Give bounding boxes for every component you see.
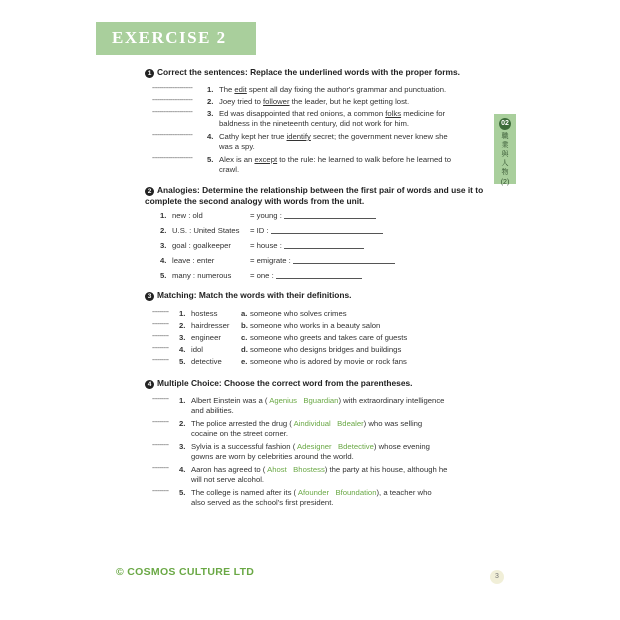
sentence-line2: crawl.: [219, 165, 240, 174]
answer-blank: ---------: [152, 465, 169, 472]
option-a: Adesigner: [296, 442, 332, 451]
answer-blank: ---------: [152, 488, 169, 495]
sentence-line2: was a spy.: [219, 142, 255, 151]
second-pair-text: = young :: [250, 211, 282, 220]
question-line2: also served as the school's first president.: [191, 498, 334, 507]
option-a: Aindividual: [293, 419, 331, 428]
first-pair: new : old: [172, 211, 203, 220]
unit-label: 職業與人物: [501, 133, 509, 176]
second-pair: [250, 241, 364, 250]
option-a: Afounder: [297, 488, 330, 497]
definition-letter: c.: [241, 333, 248, 342]
answer-blank: ----------------------: [152, 132, 193, 139]
question-post: ) whose evening: [373, 442, 430, 451]
item-number: 5.: [179, 488, 186, 497]
question-line: [191, 396, 481, 405]
item-number: 3.: [160, 241, 167, 250]
match-word: detective: [191, 357, 222, 366]
underlined-word: follower: [263, 97, 290, 106]
sentence-line2: baldness in the nineteenth century, did not work for him.: [219, 119, 410, 128]
sentence-line: [219, 132, 484, 141]
question-line: [191, 419, 481, 428]
item-number: 1.: [160, 211, 167, 220]
answer-blank: ---------: [152, 357, 169, 364]
first-pair: U.S. : United States: [172, 226, 240, 235]
sentence-pre: Joey tried to: [219, 97, 264, 106]
item-number: 2.: [179, 419, 186, 428]
question-line2: cocaine on the street corner.: [191, 429, 289, 438]
item-number: 1.: [179, 396, 186, 405]
definition-text: someone who designs bridges and buildings: [250, 345, 402, 354]
match-word: hostess: [191, 309, 218, 318]
definition-letter: e.: [241, 357, 248, 366]
item-number: 3.: [179, 333, 186, 342]
underlined-word: edit: [234, 85, 247, 94]
underlined-word: identify: [286, 132, 311, 141]
unit-number: 02: [499, 118, 511, 130]
item-number: 5.: [179, 357, 186, 366]
question-pre: Sylvia is a successful fashion (: [191, 442, 297, 451]
question-post: ), a teacher who: [376, 488, 432, 497]
item-number: 4.: [160, 256, 167, 265]
item-number: 4.: [179, 345, 186, 354]
answer-blank: ---------: [152, 333, 169, 340]
answer-blank: ---------: [152, 309, 169, 316]
option-b: Bfoundation: [335, 488, 377, 497]
second-pair: [250, 256, 395, 265]
answer-line: [284, 218, 376, 219]
item-number: 3.: [179, 442, 186, 451]
section3-bullet: 3: [145, 292, 154, 301]
question-pre: Aaron has agreed to (: [191, 465, 268, 474]
underlined-word: folks: [385, 109, 402, 118]
definition-letter: b.: [241, 321, 248, 330]
sentence-line: [219, 155, 484, 164]
match-word: idol: [191, 345, 203, 354]
first-pair: leave : enter: [172, 256, 215, 265]
match-word: hairdresser: [191, 321, 230, 330]
definition-text: someone who greets and takes care of guests: [250, 333, 408, 342]
option-b: Bdetective: [338, 442, 374, 451]
sentence-line: [219, 109, 484, 118]
sentence-post: medicine for: [401, 109, 446, 118]
sentence-post: spent all day fixing the author's grammar and punctuation.: [246, 85, 447, 94]
sentence-pre: The: [219, 85, 235, 94]
question-line2: and abilities.: [191, 406, 234, 415]
footer-brand: © COSMOS CULTURE LTD: [116, 566, 255, 578]
second-pair: [250, 226, 383, 235]
option-a: Ahost: [267, 465, 287, 474]
question-line: [191, 488, 481, 497]
item-number: 1.: [207, 85, 214, 94]
option-b: Bdealer: [337, 419, 364, 428]
section3-title: 3 Matching: Match the words with their definitions.: [145, 290, 485, 301]
match-word: engineer: [191, 333, 221, 342]
answer-blank: ----------------------: [152, 97, 193, 104]
option-b: Bhostess: [293, 465, 325, 474]
second-pair: [250, 211, 376, 220]
sentence-line: [219, 97, 484, 106]
first-pair: many : numerous: [172, 271, 232, 280]
definition-text: someone who works in a beauty salon: [250, 321, 381, 330]
section2-bullet: 2: [145, 187, 154, 196]
exercise-title: EXERCISE 2: [112, 28, 227, 47]
item-number: 5.: [160, 271, 167, 280]
definition-letter: a.: [241, 309, 248, 318]
question-line2: gowns are worn by celebrities around the world.: [191, 452, 354, 461]
unit-sub: (2): [500, 179, 510, 186]
exercise-header: [96, 22, 256, 55]
answer-line: [271, 233, 383, 234]
sentence-post: to the rule: he learned to walk before he learned to: [277, 155, 452, 164]
answer-blank: ---------: [152, 396, 169, 403]
answer-line: [276, 278, 362, 279]
item-number: 4.: [207, 132, 214, 141]
second-pair-text: = house :: [250, 241, 282, 250]
sentence-post: secret; the government never knew she: [310, 132, 448, 141]
item-number: 2.: [179, 321, 186, 330]
question-pre: The police arrested the drug (: [191, 419, 294, 428]
section4-title: 4 Multiple Choice: Choose the correct word from the parentheses.: [145, 378, 485, 389]
section1-title: 1 Correct the sentences: Replace the underlined words with the proper forms.: [145, 67, 485, 78]
answer-blank: ----------------------: [152, 155, 193, 162]
sentence-pre: Alex is an: [219, 155, 255, 164]
sentence-post: the leader, but he kept getting lost.: [289, 97, 410, 106]
sentence-pre: Ed was disappointed that red onions, a common: [219, 109, 386, 118]
answer-blank: ---------: [152, 442, 169, 449]
section4-bullet: 4: [145, 380, 154, 389]
option-a: Agenius: [269, 396, 297, 405]
second-pair-text: = emigrate :: [250, 256, 291, 265]
second-pair: [250, 271, 362, 280]
question-line: [191, 465, 481, 474]
second-pair-text: = one :: [250, 271, 274, 280]
answer-blank: ---------: [152, 321, 169, 328]
answer-blank: ----------------------: [152, 109, 193, 116]
answer-blank: ---------: [152, 419, 169, 426]
sentence-line: [219, 85, 484, 94]
underlined-word: except: [254, 155, 278, 164]
section1-bullet: 1: [145, 69, 154, 78]
item-number: 2.: [160, 226, 167, 235]
question-post: ) the party at his house, although he: [324, 465, 448, 474]
second-pair-text: = ID :: [250, 226, 269, 235]
question-pre: Albert Einstein was a (: [191, 396, 270, 405]
answer-blank: ----------------------: [152, 85, 193, 92]
answer-blank: ---------: [152, 345, 169, 352]
unit-side-tab: [494, 114, 516, 184]
answer-line: [284, 248, 364, 249]
section2-title: 2 Analogies: Determine the relationship between the first pair of words and use it to complete the second analogy with words from the unit.: [145, 185, 484, 206]
item-number: 1.: [179, 309, 186, 318]
first-pair: goal : goalkeeper: [172, 241, 231, 250]
item-number: 4.: [179, 465, 186, 474]
question-line2: will not serve alcohol.: [191, 475, 265, 484]
question-post: ) who was selling: [363, 419, 423, 428]
item-number: 3.: [207, 109, 214, 118]
definition-text: someone who is adored by movie or rock fans: [250, 357, 407, 366]
item-number: 5.: [207, 155, 214, 164]
sentence-pre: Cathy kept her true: [219, 132, 287, 141]
item-number: 2.: [207, 97, 214, 106]
definition-text: someone who solves crimes: [250, 309, 347, 318]
definition-letter: d.: [241, 345, 248, 354]
answer-line: [293, 263, 395, 264]
question-line: [191, 442, 481, 451]
question-post: ) with extraordinary intelligence: [338, 396, 445, 405]
page-number: 3: [490, 570, 504, 584]
option-b: Bguardian: [303, 396, 339, 405]
question-pre: The college is named after its (: [191, 488, 298, 497]
